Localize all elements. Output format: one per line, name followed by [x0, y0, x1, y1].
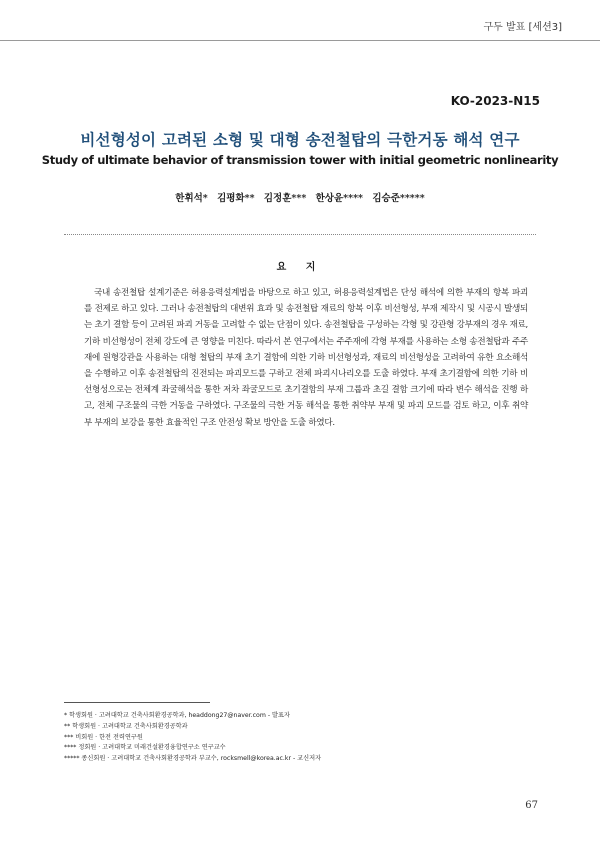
footnote-divider	[64, 702, 210, 703]
section-divider	[64, 234, 536, 235]
paper-title-english: Study of ultimate behavior of transmission tower with initial geometric nonlinearity	[41, 153, 559, 167]
abstract-body: 국내 송전철탑 설계기준은 허용응력설계법을 바탕으로 하고 있고, 허용응력설계법은 단성 해석에 의한 부재의 항복 파괴를 전제로 하고 있다. 그러나 송전철탑의 대변위 효과 및 송전철탑 재료의 항복 이후 비선형성, 부재 제작시 및 시공시 발생되는 초기 결함 등이 고려된 파괴 거동을 고려할 수 없는 단점이 있다. 송전철탑을 구성하는 각형 및 강관형 강부재의 경우 재료,기하 비선형성이 전체 강도에 큰 영향을 미친다. 따라서 본 연구에서는 주주재에 각형 부재를 사용하는 소형 송전철탑과 주주재에 원형강관을 사용하는 대형 철탑의 부재 초기 결함에 의한 기하 비선형성과, 재료의 비선형성을 고려하여 유한 요소해석을 수행하고 이후 송전철탑의 진전되는 파괴모드를 구하고 전체 파괴시나리오를 도출 하였다. 부재 초기결함에 의한 기하 비선형성으로는 전체계 좌굴해석을 통한 저차 좌굴모드로 초기결함의 부재 그룹과 초길 결함 크기에 따라 변수 해석을 진행 하고, 전체 구조물의 극한 거동을 구하였다. 구조물의 극한 거동 해석을 통한 취약부 부재 및 파괴 모드를 검토 하고, 이후 취약부 부재의 보강을 통한 효율적인 구조 안전성 확보 방안을 도출 하였다.	[84, 288, 528, 428]
footnote-2: ** 학생회원 · 고려대학교 건축사회환경공학과	[64, 722, 188, 730]
author-5: 김승준*****	[372, 193, 425, 204]
author-1: 한휘석*	[175, 193, 208, 204]
footnote-3: *** 비회원 · 한전 전력연구원	[64, 733, 143, 741]
author-4: 한상윤****	[315, 193, 364, 204]
footnote-4: **** 정회원 · 고려대학교 미래건설환경융합연구소 연구교수	[64, 744, 226, 752]
author-list	[0, 190, 600, 204]
footnote-1: * 학생회원 · 고려대학교 건축사회환경공학과, headdong27@naver.com - 발표자	[64, 712, 290, 719]
footnotes	[64, 711, 544, 765]
author-3: 김정훈***	[263, 193, 307, 204]
session-label: 구두 발표 [세션3]	[483, 22, 562, 33]
paper-title-korean: 비선형성이 고려된 소형 및 대형 송전철탑의 극한거동 해석 연구	[80, 131, 520, 149]
abstract-heading: 요 지	[276, 262, 324, 273]
page-number: 67	[525, 800, 538, 811]
author-2: 김평화**	[217, 193, 255, 204]
footnote-5: ***** 종신회원 · 고려대학교 건축사회환경공학과 부교수, rocksmell@korea.ac.kr - 교신저자	[64, 755, 322, 763]
paper-id: KO-2023-N15	[450, 94, 540, 108]
header-divider	[0, 40, 600, 41]
